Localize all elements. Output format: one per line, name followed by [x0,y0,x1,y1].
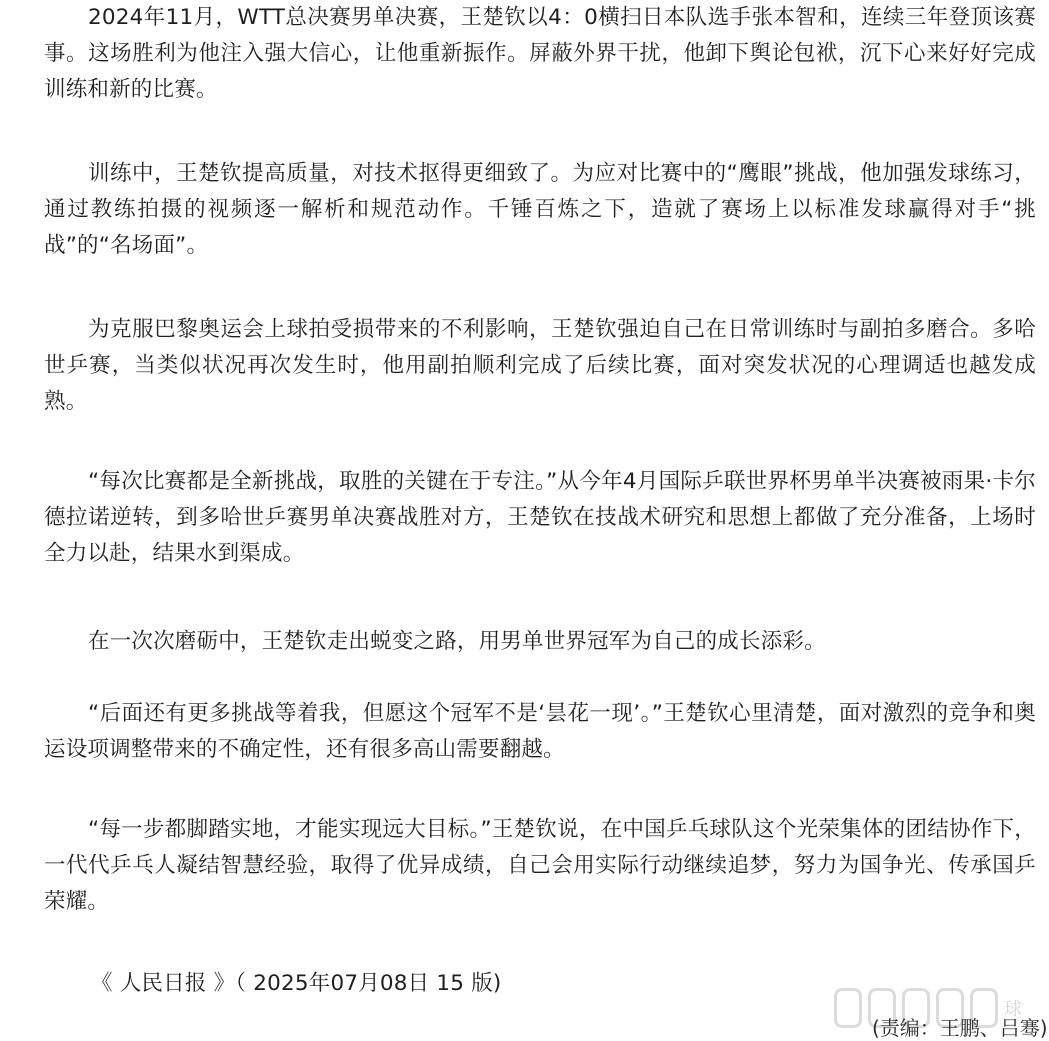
article-paragraph-1: 2024年11月，WTT总决赛男单决赛，王楚钦以4：0横扫日本队选手张本智和，连续三年登顶该赛事。这场胜利为他注入强大信心，让他重新振作。屏蔽外界干扰，他卸下舆论包袱，沉下心来好好完成训练和新的比赛。 [44,5,1036,102]
editor-credit: (责编：王鹏、吕骞) [872,1016,1048,1040]
article-paragraph-3: 为克服巴黎奥运会上球拍受损带来的不利影响，王楚钦强迫自己在日常训练时与副拍多磨合。多哈世乒赛，当类似状况再次发生时，他用副拍顺利完成了后续比赛，面对突发状况的心理调适也越发成熟。 [44,317,1036,414]
article-paragraph-4: “每次比赛都是全新挑战，取胜的关键在于专注。”从今年4月国际乒联世界杯男单半决赛被雨果·卡尔德拉诺逆转，到多哈世乒赛男单决赛战胜对方，王楚钦在技战术研究和思想上都做了充分准备，上场时全力以赴，结果水到渠成。 [44,469,1036,566]
article-paragraph-5: 在一次次磨砺中，王楚钦走出蜕变之路，用男单世界冠军为自己的成长添彩。 [88,629,826,654]
source-citation: 《 人民日报 》（ 2025年07月08日 15 版) [91,971,502,996]
article-paragraph-2: 训练中，王楚钦提高质量，对技术抠得更细致了。为应对比赛中的“鹰眼”挑战，他加强发球练习，通过教练拍摄的视频逐一解析和规范动作。千锤百炼之下，造就了赛场上以标准发球赢得对手“挑战”的“名场面”。 [44,161,1036,258]
article-paragraph-7: “每一步都脚踏实地，才能实现远大目标。”王楚钦说，在中国乒乓球队这个光荣集体的团结协作下，一代代乒乓人凝结智慧经验，取得了优异成绩，自己会用实际行动继续追梦，努力为国争光、传承国乒荣耀。 [44,817,1036,914]
watermark-glyph-icon [834,988,862,1028]
article-paragraph-6: “后面还有更多挑战等着我，但愿这个冠军不是‘昙花一现’。”王楚钦心里清楚，面对激烈的竞争和奥运设项调整带来的不确定性，还有很多高山需要翻越。 [44,701,1036,762]
watermark-text: 球 [1004,999,1022,1020]
